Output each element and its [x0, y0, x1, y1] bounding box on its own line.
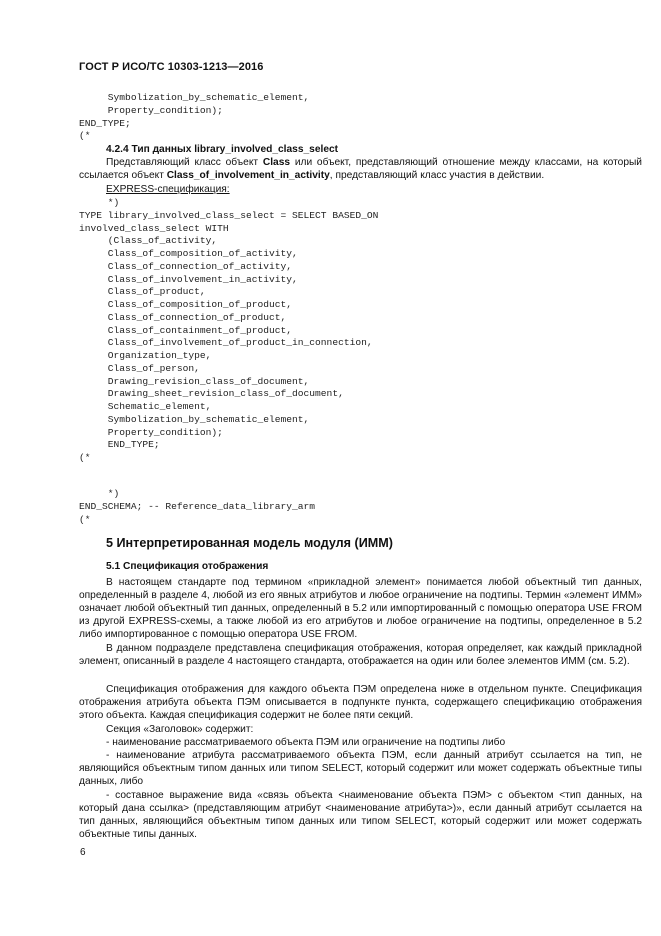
code-line: Class_of_person, — [79, 362, 200, 374]
paragraph-5-1-3: Спецификация отображения для каждого объекта ПЭМ определена ниже в отдельном пункте. Спецификация отображения атрибута объекта ПЭМ описывается в подпункте пункта, содержащего спецификацию отображения этого объекта. Каждая спецификация содержит не более пяти секций. — [79, 684, 642, 721]
section-paragraph-4-2-4 — [79, 156, 642, 182]
code-line: Drawing_sheet_revision_class_of_document, — [79, 388, 344, 400]
code-line: Symbolization_by_schematic_element, — [79, 413, 310, 425]
paragraph-5-1-1: В настоящем стандарте под термином «прикладной элемент» понимается любой объектный тип данных, определенный в разделе 4, любой из его явных атрибутов и любое ограничение на подтипы. Термин «элемент ИММ» означает любой объектный тип данных, определенный в 5.2 или импортированный с помощью оператора USE FROM из другой EXPRESS-схемы, а также любой из его атрибутов и любое ограничение на подтипы, определенное в 5.2 либо импортированное с помощью оператора USE FROM. — [79, 577, 642, 640]
list-item-1: - наименование рассматриваемого объекта ПЭМ или ограничение на подтипы либо — [106, 737, 506, 748]
code-line: (* — [79, 513, 91, 525]
code-line: Symbolization_by_schematic_element, — [79, 92, 310, 103]
code-line: TYPE library_involved_class_select = SELECT BASED_ON — [79, 209, 379, 221]
code-line: Organization_type, — [79, 350, 212, 361]
para-text: Представляющий класс объект — [106, 157, 263, 168]
code-line: Property_condition); — [79, 104, 223, 116]
code-line: (* — [79, 452, 91, 463]
para-text: или объект, представляющий отношение между классами, на который ссылается объект — [79, 157, 642, 181]
class-involvement-entity-name: Class_of_involvement_in_activity — [166, 170, 330, 181]
code-line: Class_of_connection_of_product, — [79, 311, 287, 323]
document-header: ГОСТ Р ИСО/ТС 10303-1213—2016 — [79, 61, 264, 73]
list-item-3: - составное выражение вида «связь объекта <наименование объекта ПЭМ> с объектом <тип данных, на который дана ссылка> (представляющим атрибут <наименование атрибута>)», если данный атрибут ссылается на тип данных, являющийся объектным типом данных или типом SELECT, который содержит или может содержать объектные типы данных. — [79, 790, 642, 840]
code-line: END_TYPE; — [79, 439, 160, 451]
code-line: Class_of_involvement_in_activity, — [79, 273, 298, 285]
code-line: Drawing_revision_class_of_document, — [79, 375, 310, 387]
section-heading-4-2-4: 4.2.4 Тип данных library_involved_class_select — [106, 144, 339, 155]
paragraph-5-1-4: Секция «Заголовок» содержит: — [106, 724, 254, 735]
express-code-main — [79, 197, 378, 465]
code-line: involved_class_select WITH — [79, 222, 229, 234]
code-line: Class_of_product, — [79, 286, 206, 298]
code-line: END_TYPE; — [79, 117, 131, 129]
list-item-2: - наименование атрибута рассматриваемого объекта ПЭМ, если данный атрибут ссылается на тип, не являющийся объектным типом данных или типом SELECT, который содержит или может содержать объектные типы данных, либо — [79, 750, 642, 787]
paragraph-5-1-2: В данном подразделе представлена спецификация отображения, которая определяет, как каждый прикладной элемент, описанный в разделе 4 настоящего стандарта, отображается на один или более элементов ИММ (см. 5.2). — [79, 643, 642, 667]
code-line: Class_of_containment_of_product, — [79, 324, 293, 336]
express-code-top — [79, 92, 309, 143]
class-entity-name: Class — [262, 157, 291, 168]
para-text: , представляющий класс участия в действии. — [329, 170, 545, 181]
code-line: Class_of_involvement_of_product_in_connection, — [79, 337, 373, 349]
code-line: Class_of_composition_of_activity, — [79, 248, 298, 259]
code-line: (Class_of_activity, — [79, 235, 218, 247]
code-line: Class_of_composition_of_product, — [79, 299, 293, 310]
express-spec-label: EXPRESS-спецификация: — [106, 184, 230, 195]
code-line: Schematic_element, — [79, 401, 212, 412]
section-heading-5-1: 5.1 Спецификация отображения — [106, 561, 269, 572]
page-number: 6 — [80, 847, 86, 858]
code-line: *) — [79, 488, 120, 499]
code-line: *) — [79, 197, 120, 208]
section-heading-5: 5 Интерпретированная модель модуля (ИММ) — [106, 536, 393, 550]
code-line: Property_condition); — [79, 426, 223, 438]
code-line: (* — [79, 130, 91, 142]
code-line: END_SCHEMA; -- Reference_data_library_arm — [79, 500, 316, 512]
express-code-end — [79, 488, 315, 526]
code-line: Class_of_connection_of_activity, — [79, 260, 293, 272]
